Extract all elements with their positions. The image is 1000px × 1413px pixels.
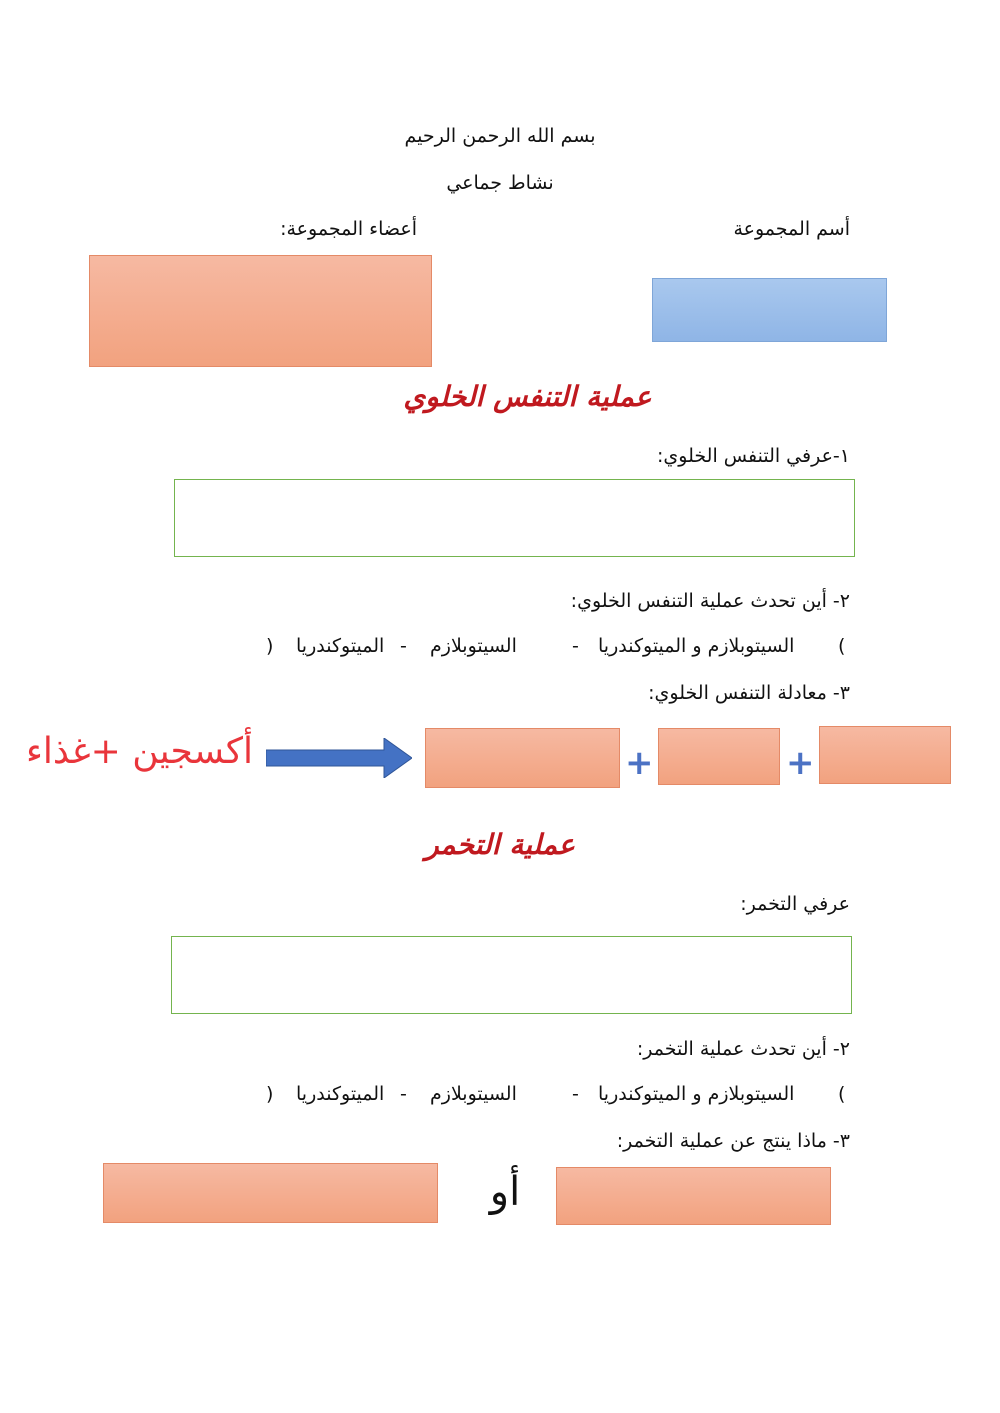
choice-paren-open: ( — [838, 1083, 846, 1105]
equation-product-box-2[interactable] — [658, 728, 780, 785]
choice-both[interactable]: السيتوبلازم و الميتوكندريا — [598, 635, 795, 657]
group-members-answer-box[interactable] — [89, 255, 432, 367]
choice-both[interactable]: السيتوبلازم و الميتوكندريا — [598, 1083, 795, 1105]
choice-separator: - — [400, 1083, 407, 1105]
fermentation-title: عملية التخمر — [425, 828, 575, 861]
equation-reactants: أكسجين +غذاء — [25, 731, 253, 772]
choice-paren-open: ( — [838, 635, 846, 657]
choice-cytoplasm[interactable]: السيتوبلازم — [430, 1083, 517, 1105]
fermentation-q1: عرفي التخمر: — [740, 893, 850, 915]
right-arrow-icon — [266, 738, 412, 778]
or-word: أو — [489, 1169, 521, 1215]
choice-separator: - — [572, 635, 579, 657]
fermentation-location-choices — [0, 1083, 1000, 1109]
respiration-definition-box[interactable] — [174, 479, 855, 557]
choice-separator: - — [400, 635, 407, 657]
fermentation-q2: ٢- أين تحدث عملية التخمر: — [636, 1038, 850, 1060]
equation-product-box-3[interactable] — [819, 726, 951, 784]
fermentation-definition-box[interactable] — [171, 936, 852, 1014]
choice-paren-close: ) — [266, 1083, 274, 1105]
respiration-title: عملية التنفس الخلوي — [403, 380, 652, 413]
choice-mitochondria[interactable]: الميتوكندريا — [296, 1083, 385, 1105]
group-members-label: أعضاء المجموعة: — [280, 218, 417, 240]
choice-paren-close: ) — [266, 635, 274, 657]
fermentation-q3: ٣- ماذا ينتج عن عملية التخمر: — [616, 1130, 850, 1152]
choice-cytoplasm[interactable]: السيتوبلازم — [430, 635, 517, 657]
group-name-answer-box[interactable] — [652, 278, 887, 342]
plus-icon: + — [786, 743, 815, 783]
respiration-q2: ٢- أين تحدث عملية التنفس الخلوي: — [570, 590, 850, 612]
respiration-location-choices — [0, 635, 1000, 661]
respiration-q3: ٣- معادلة التنفس الخلوي: — [648, 682, 850, 704]
fermentation-product-box-1[interactable] — [103, 1163, 438, 1223]
respiration-q1: ١-عرفي التنفس الخلوي: — [657, 445, 850, 467]
equation-product-box-1[interactable] — [425, 728, 620, 788]
basmala: بسم الله الرحمن الرحيم — [404, 125, 596, 147]
group-name-label: أسم المجموعة — [733, 218, 850, 240]
plus-icon: + — [625, 743, 654, 783]
choice-mitochondria[interactable]: الميتوكندريا — [296, 635, 385, 657]
fermentation-product-box-2[interactable] — [556, 1167, 831, 1225]
activity-title: نشاط جماعي — [446, 172, 554, 194]
choice-separator: - — [572, 1083, 579, 1105]
